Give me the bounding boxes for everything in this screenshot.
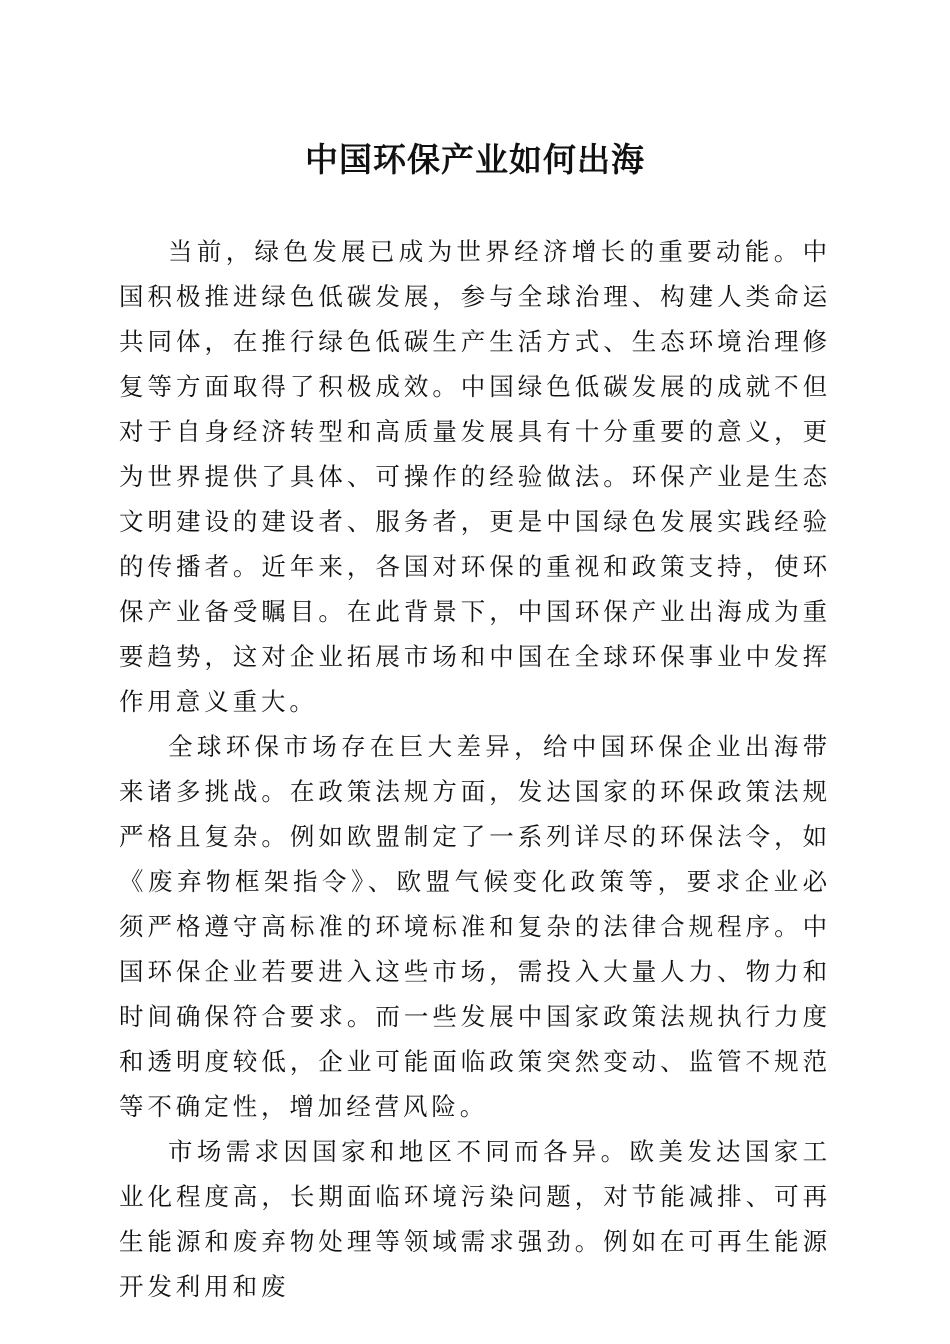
paragraph-2: 全球环保市场存在巨大差异，给中国环保企业出海带来诸多挑战。在政策法规方面，发达国家的环保政策法规严格且复杂。例如欧盟制定了一系列详尽的环保法令，如《废弃物框架指令》、欧盟气候变化政策等，要求企业必须严格遵守高标准的环境标准和复杂的法律合规程序。中国环保企业若要进入这些市场，需投入大量人力、物力和时间确保符合要求。而一些发展中国家政策法规执行力度和透明度较低，企业可能面临政策突然变动、监管不规范等不确定性，增加经营风险。: [119, 732, 831, 1121]
paragraph-3: 市场需求因国家和地区不同而各异。欧美发达国家工业化程度高，长期面临环境污染问题，对节能减排、可再生能源和废弃物处理等领域需求强劲。例如在可再生能源开发利用和废: [119, 1137, 831, 1301]
paragraph-1: 当前，绿色发展已成为世界经济增长的重要动能。中国积极推进绿色低碳发展，参与全球治理、构建人类命运共同体，在推行绿色低碳生产生活方式、生态环境治理修复等方面取得了积极成效。中国绿色低碳发展的成就不但对于自身经济转型和高质量发展具有十分重要的意义，更为世界提供了具体、可操作的经验做法。环保产业是生态文明建设的建设者、服务者，更是中国绿色发展实践经验的传播者。近年来，各国对环保的重视和政策支持，使环保产业备受瞩目。在此背景下，中国环保产业出海成为重要趋势，这对企业拓展市场和中国在全球环保事业中发挥作用意义重大。: [119, 237, 831, 716]
document-body: [119, 229, 831, 1309]
document-title: 中国环保产业如何出海: [305, 140, 645, 179]
